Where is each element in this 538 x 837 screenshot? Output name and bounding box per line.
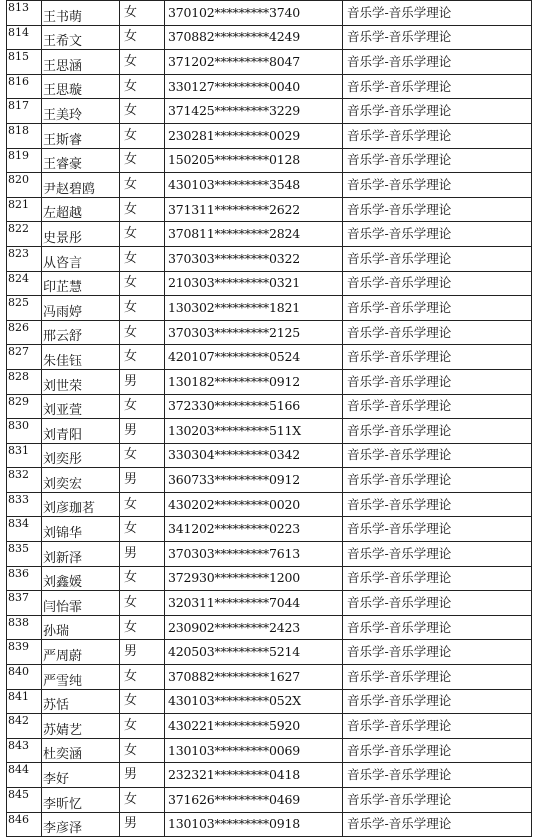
table-row (7, 74, 532, 99)
major-cell: 音乐学-音乐学理论 (343, 665, 532, 690)
table-row (7, 173, 532, 198)
id-number-cell: 370882*********4249 (165, 25, 343, 50)
name-cell: 苏恬 (42, 689, 120, 714)
id-number-cell: 420107*********0524 (165, 345, 343, 370)
id-number-cell: 370102*********3740 (165, 1, 343, 26)
id-number-cell: 370303*********0322 (165, 246, 343, 271)
table-row (7, 566, 532, 591)
major-cell: 音乐学-音乐学理论 (343, 542, 532, 567)
sex-cell: 女 (120, 443, 165, 468)
id-number-cell: 130203*********511X (165, 419, 343, 444)
sex-cell: 女 (120, 394, 165, 419)
major-cell: 音乐学-音乐学理论 (343, 591, 532, 616)
sex-cell: 男 (120, 763, 165, 788)
major-cell: 音乐学-音乐学理论 (343, 689, 532, 714)
sex-cell: 女 (120, 492, 165, 517)
sex-cell: 女 (120, 296, 165, 321)
row-number-cell: 841 (7, 689, 42, 714)
sex-cell: 女 (120, 320, 165, 345)
id-number-cell: 341202*********0223 (165, 517, 343, 542)
row-number-cell: 839 (7, 640, 42, 665)
name-cell: 刘新泽 (42, 542, 120, 567)
major-cell: 音乐学-音乐学理论 (343, 419, 532, 444)
major-cell: 音乐学-音乐学理论 (343, 197, 532, 222)
sex-cell: 女 (120, 517, 165, 542)
table-row (7, 320, 532, 345)
row-number-cell: 843 (7, 738, 42, 763)
name-cell: 王美玲 (42, 99, 120, 124)
id-number-cell: 372330*********5166 (165, 394, 343, 419)
id-number-cell: 372930*********1200 (165, 566, 343, 591)
major-cell: 音乐学-音乐学理论 (343, 443, 532, 468)
id-number-cell: 420503*********5214 (165, 640, 343, 665)
name-cell: 王希文 (42, 25, 120, 50)
row-number-cell: 824 (7, 271, 42, 296)
name-cell: 严雪纯 (42, 665, 120, 690)
row-number-cell: 834 (7, 517, 42, 542)
row-number-cell: 835 (7, 542, 42, 567)
row-number-cell: 833 (7, 492, 42, 517)
name-cell: 李好 (42, 763, 120, 788)
major-cell: 音乐学-音乐学理论 (343, 25, 532, 50)
id-number-cell: 330304*********0342 (165, 443, 343, 468)
major-cell: 音乐学-音乐学理论 (343, 222, 532, 247)
id-number-cell: 430103*********3548 (165, 173, 343, 198)
id-number-cell: 330127*********0040 (165, 74, 343, 99)
major-cell: 音乐学-音乐学理论 (343, 173, 532, 198)
name-cell: 杜奕涵 (42, 738, 120, 763)
sex-cell: 男 (120, 542, 165, 567)
name-cell: 刘鑫媛 (42, 566, 120, 591)
table-row (7, 25, 532, 50)
row-number-cell: 830 (7, 419, 42, 444)
major-cell: 音乐学-音乐学理论 (343, 763, 532, 788)
table-row (7, 517, 532, 542)
row-number-cell: 844 (7, 763, 42, 788)
sex-cell: 女 (120, 271, 165, 296)
row-number-cell: 818 (7, 123, 42, 148)
id-number-cell: 230281*********0029 (165, 123, 343, 148)
sex-cell: 女 (120, 591, 165, 616)
name-cell: 刘世荣 (42, 369, 120, 394)
table-row (7, 99, 532, 124)
row-number-cell: 845 (7, 788, 42, 813)
major-cell: 音乐学-音乐学理论 (343, 1, 532, 26)
name-cell: 冯雨婷 (42, 296, 120, 321)
sex-cell: 女 (120, 788, 165, 813)
table-row (7, 50, 532, 75)
name-cell: 刘彦珈茗 (42, 492, 120, 517)
major-cell: 音乐学-音乐学理论 (343, 517, 532, 542)
row-number-cell: 821 (7, 197, 42, 222)
sex-cell: 女 (120, 74, 165, 99)
major-cell: 音乐学-音乐学理论 (343, 50, 532, 75)
table-row (7, 222, 532, 247)
id-number-cell: 430202*********0020 (165, 492, 343, 517)
table-row (7, 419, 532, 444)
sex-cell: 女 (120, 566, 165, 591)
table-row (7, 640, 532, 665)
sex-cell: 女 (120, 246, 165, 271)
table-row (7, 665, 532, 690)
sex-cell: 女 (120, 25, 165, 50)
table-row (7, 148, 532, 173)
sex-cell: 男 (120, 369, 165, 394)
row-number-cell: 819 (7, 148, 42, 173)
table-row (7, 246, 532, 271)
table-row (7, 738, 532, 763)
roster-table (6, 0, 532, 837)
id-number-cell: 232321*********0418 (165, 763, 343, 788)
row-number-cell: 825 (7, 296, 42, 321)
name-cell: 王思涵 (42, 50, 120, 75)
row-number-cell: 828 (7, 369, 42, 394)
sex-cell: 女 (120, 615, 165, 640)
sex-cell: 女 (120, 689, 165, 714)
table-row (7, 468, 532, 493)
table-row (7, 714, 532, 739)
sex-cell: 男 (120, 812, 165, 837)
name-cell: 孙瑞 (42, 615, 120, 640)
sex-cell: 女 (120, 738, 165, 763)
name-cell: 刘青阳 (42, 419, 120, 444)
table-row (7, 271, 532, 296)
id-number-cell: 371425*********3229 (165, 99, 343, 124)
sex-cell: 女 (120, 345, 165, 370)
sex-cell: 女 (120, 173, 165, 198)
row-number-cell: 836 (7, 566, 42, 591)
row-number-cell: 842 (7, 714, 42, 739)
name-cell: 尹赵碧鸥 (42, 173, 120, 198)
name-cell: 史景彤 (42, 222, 120, 247)
id-number-cell: 371202*********8047 (165, 50, 343, 75)
row-number-cell: 820 (7, 173, 42, 198)
name-cell: 从咨言 (42, 246, 120, 271)
row-number-cell: 838 (7, 615, 42, 640)
table-row (7, 542, 532, 567)
name-cell: 刘奕宏 (42, 468, 120, 493)
row-number-cell: 837 (7, 591, 42, 616)
name-cell: 邢云舒 (42, 320, 120, 345)
name-cell: 刘锦华 (42, 517, 120, 542)
row-number-cell: 815 (7, 50, 42, 75)
name-cell: 朱佳钰 (42, 345, 120, 370)
id-number-cell: 370303*********7613 (165, 542, 343, 567)
name-cell: 刘亚萱 (42, 394, 120, 419)
name-cell: 王思璇 (42, 74, 120, 99)
major-cell: 音乐学-音乐学理论 (343, 394, 532, 419)
id-number-cell: 430103*********052X (165, 689, 343, 714)
sex-cell: 男 (120, 419, 165, 444)
id-number-cell: 371311*********2622 (165, 197, 343, 222)
major-cell: 音乐学-音乐学理论 (343, 296, 532, 321)
row-number-cell: 817 (7, 99, 42, 124)
name-cell: 左超越 (42, 197, 120, 222)
table-row (7, 345, 532, 370)
sex-cell: 女 (120, 222, 165, 247)
major-cell: 音乐学-音乐学理论 (343, 640, 532, 665)
major-cell: 音乐学-音乐学理论 (343, 271, 532, 296)
major-cell: 音乐学-音乐学理论 (343, 74, 532, 99)
major-cell: 音乐学-音乐学理论 (343, 345, 532, 370)
major-cell: 音乐学-音乐学理论 (343, 369, 532, 394)
table-row (7, 394, 532, 419)
row-number-cell: 814 (7, 25, 42, 50)
row-number-cell: 846 (7, 812, 42, 837)
major-cell: 音乐学-音乐学理论 (343, 812, 532, 837)
row-number-cell: 829 (7, 394, 42, 419)
table-row (7, 615, 532, 640)
name-cell: 王斯睿 (42, 123, 120, 148)
id-number-cell: 130103*********0918 (165, 812, 343, 837)
name-cell: 李昕忆 (42, 788, 120, 813)
id-number-cell: 130302*********1821 (165, 296, 343, 321)
id-number-cell: 430221*********5920 (165, 714, 343, 739)
major-cell: 音乐学-音乐学理论 (343, 148, 532, 173)
major-cell: 音乐学-音乐学理论 (343, 468, 532, 493)
id-number-cell: 130182*********0912 (165, 369, 343, 394)
table-row (7, 763, 532, 788)
sex-cell: 女 (120, 197, 165, 222)
major-cell: 音乐学-音乐学理论 (343, 246, 532, 271)
sex-cell: 男 (120, 640, 165, 665)
sex-cell: 女 (120, 1, 165, 26)
major-cell: 音乐学-音乐学理论 (343, 123, 532, 148)
name-cell: 闫怡霏 (42, 591, 120, 616)
name-cell: 印芷慧 (42, 271, 120, 296)
table-row (7, 296, 532, 321)
sex-cell: 女 (120, 123, 165, 148)
id-number-cell: 210303*********0321 (165, 271, 343, 296)
id-number-cell: 320311*********7044 (165, 591, 343, 616)
name-cell: 苏婧艺 (42, 714, 120, 739)
table-row (7, 197, 532, 222)
row-number-cell: 832 (7, 468, 42, 493)
id-number-cell: 360733*********0912 (165, 468, 343, 493)
name-cell: 王书萌 (42, 1, 120, 26)
id-number-cell: 370882*********1627 (165, 665, 343, 690)
row-number-cell: 840 (7, 665, 42, 690)
major-cell: 音乐学-音乐学理论 (343, 615, 532, 640)
name-cell: 王睿豪 (42, 148, 120, 173)
roster-body (7, 1, 532, 837)
row-number-cell: 813 (7, 1, 42, 26)
sex-cell: 女 (120, 714, 165, 739)
major-cell: 音乐学-音乐学理论 (343, 566, 532, 591)
sex-cell: 男 (120, 468, 165, 493)
name-cell: 李彦泽 (42, 812, 120, 837)
major-cell: 音乐学-音乐学理论 (343, 714, 532, 739)
major-cell: 音乐学-音乐学理论 (343, 320, 532, 345)
row-number-cell: 826 (7, 320, 42, 345)
name-cell: 严周蔚 (42, 640, 120, 665)
sex-cell: 女 (120, 148, 165, 173)
sex-cell: 女 (120, 50, 165, 75)
table-row (7, 369, 532, 394)
major-cell: 音乐学-音乐学理论 (343, 492, 532, 517)
id-number-cell: 130103*********0069 (165, 738, 343, 763)
table-row (7, 492, 532, 517)
table-row (7, 591, 532, 616)
table-row (7, 788, 532, 813)
major-cell: 音乐学-音乐学理论 (343, 99, 532, 124)
table-row (7, 812, 532, 837)
table-row (7, 689, 532, 714)
id-number-cell: 371626*********0469 (165, 788, 343, 813)
id-number-cell: 230902*********2423 (165, 615, 343, 640)
row-number-cell: 822 (7, 222, 42, 247)
id-number-cell: 370811*********2824 (165, 222, 343, 247)
row-number-cell: 823 (7, 246, 42, 271)
major-cell: 音乐学-音乐学理论 (343, 788, 532, 813)
table-row (7, 1, 532, 26)
row-number-cell: 816 (7, 74, 42, 99)
major-cell: 音乐学-音乐学理论 (343, 738, 532, 763)
row-number-cell: 827 (7, 345, 42, 370)
row-number-cell: 831 (7, 443, 42, 468)
table-row (7, 123, 532, 148)
id-number-cell: 370303*********2125 (165, 320, 343, 345)
table-row (7, 443, 532, 468)
id-number-cell: 150205*********0128 (165, 148, 343, 173)
sex-cell: 女 (120, 665, 165, 690)
name-cell: 刘奕彤 (42, 443, 120, 468)
sex-cell: 女 (120, 99, 165, 124)
